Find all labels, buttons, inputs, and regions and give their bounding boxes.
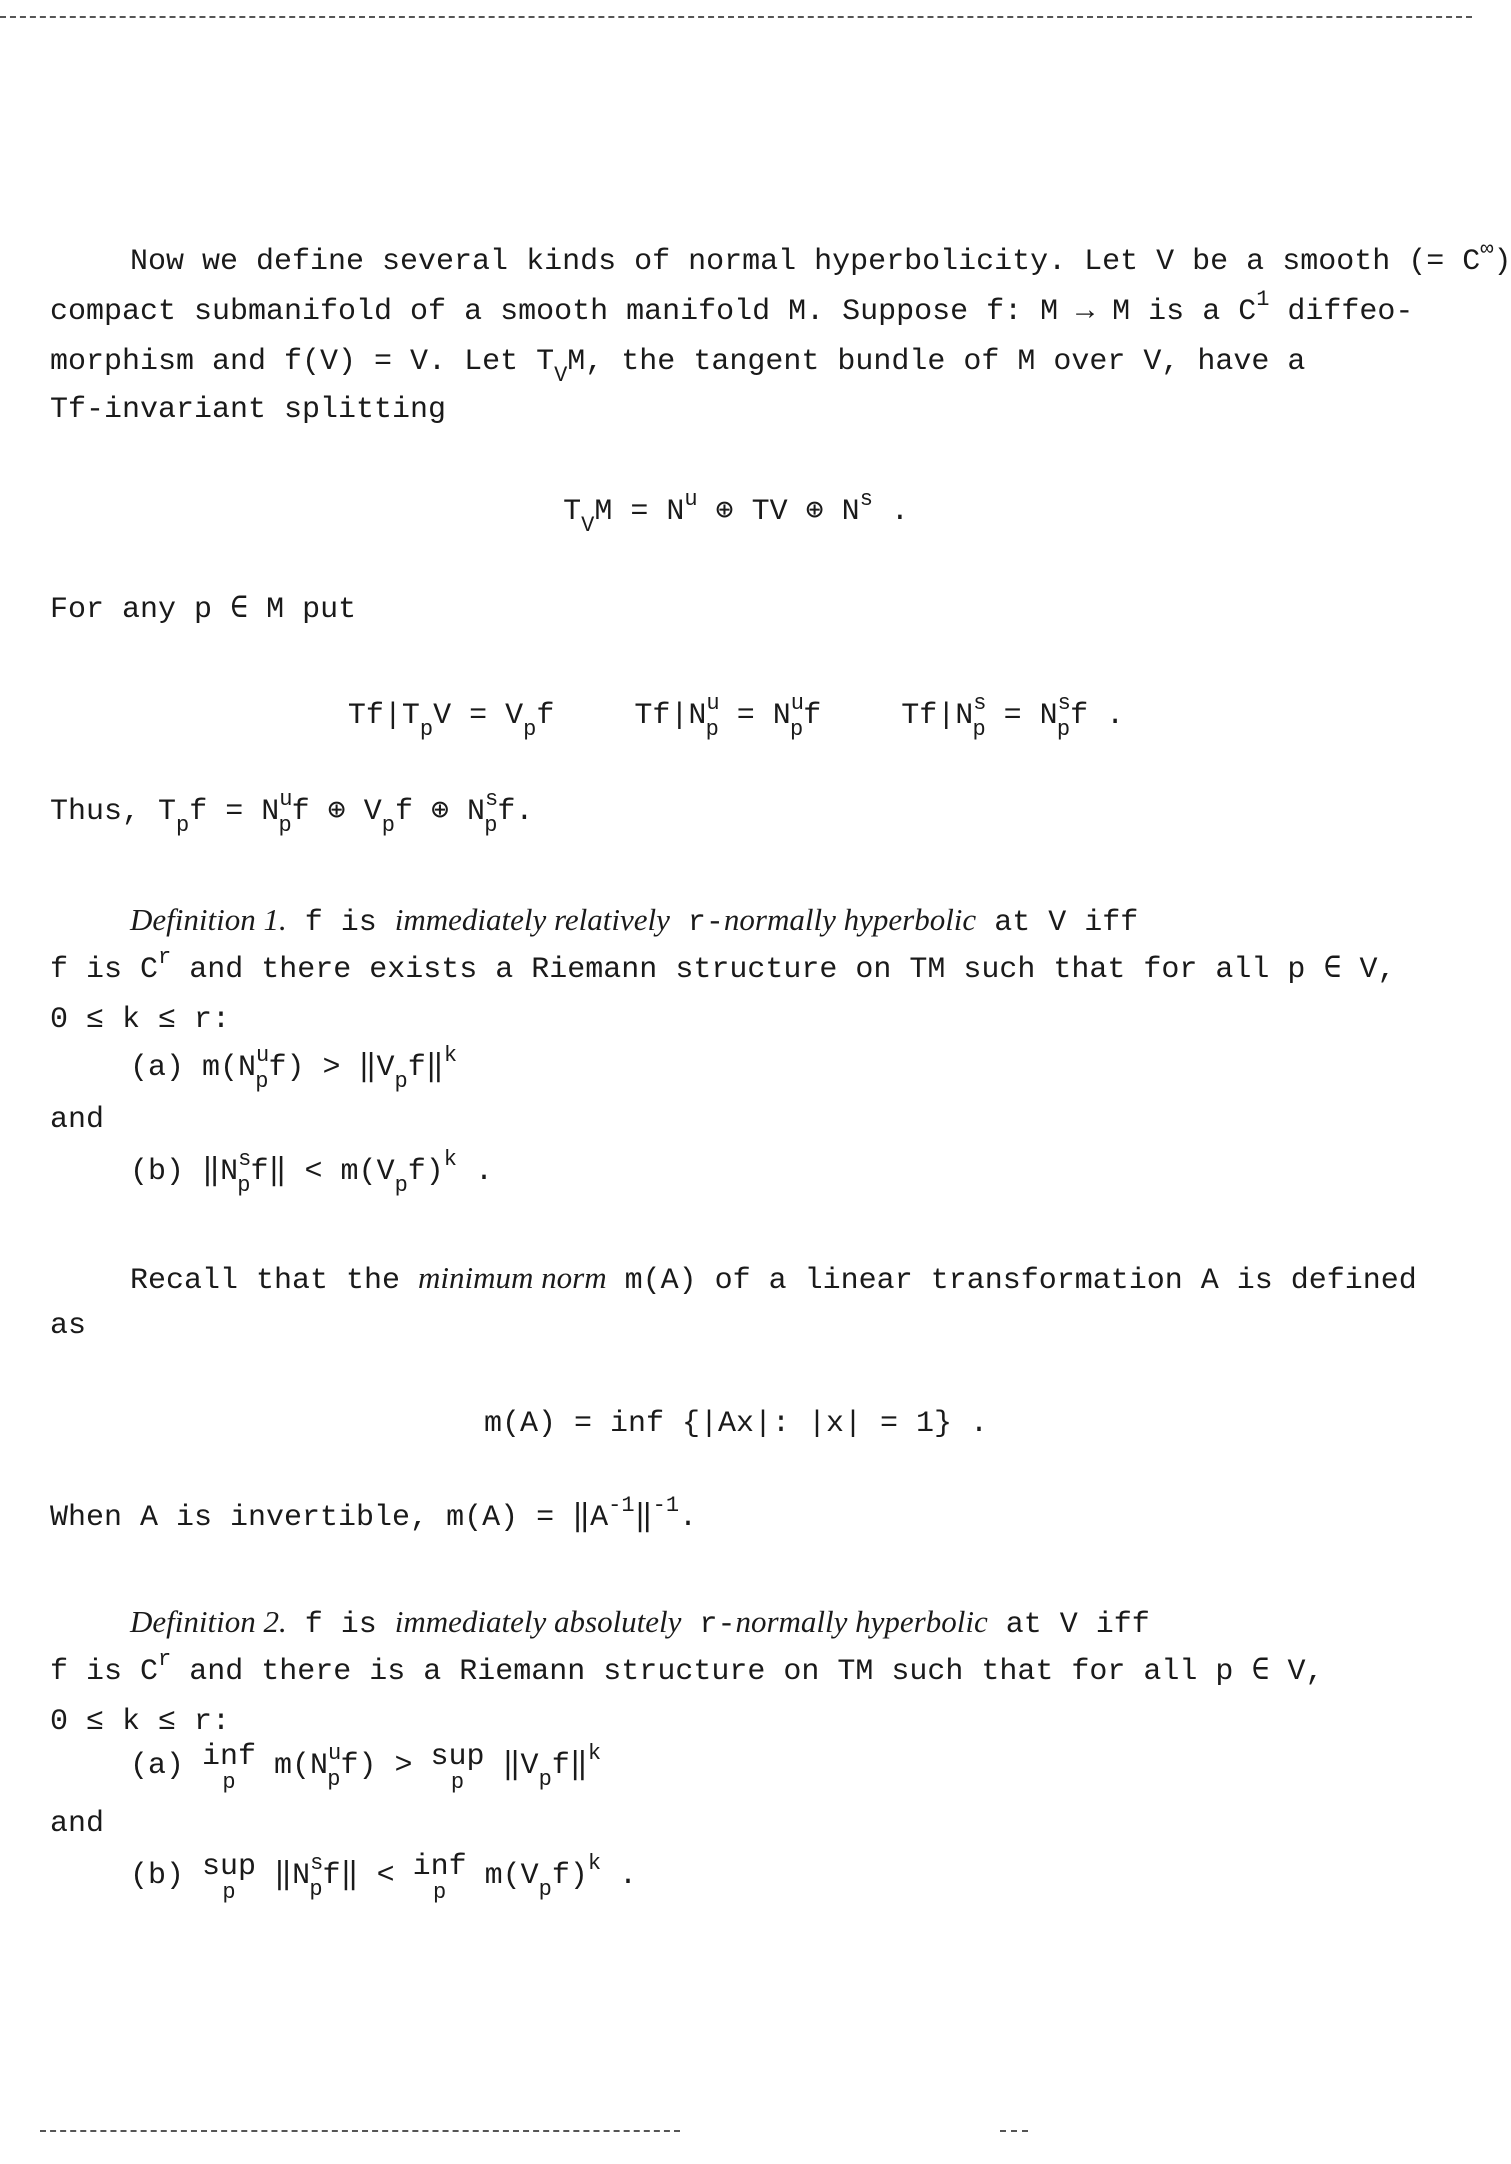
thus-line: Thus, $T_pf = N^u_pf$ ⊕ $V_pf$ ⊕ $N^s_pf$.: [50, 787, 534, 838]
para1-line3: morphism and f(V) = V. Let $T_VM$, the tangent bundle of M over V, have a: [50, 345, 1306, 388]
invertible-line: When A is invertible, $m(A) = ‖A^{-1}‖^{-1}$.: [50, 1493, 698, 1535]
sup-operator: sup p: [202, 1850, 257, 1905]
inf-operator: inf p: [202, 1740, 257, 1795]
def1-condition-b: (b) $‖N^s_pf‖ < m(V_pf)^k$ .: [130, 1147, 494, 1198]
recall-line2: as: [50, 1309, 87, 1343]
restriction-equations: $Tf|T_pV = V_pf$ $Tf|N^u_p = N^u_pf$ $Tf|N^s_p = N^s_pf$ .: [347, 691, 1125, 742]
sup-operator: sup p: [430, 1740, 485, 1795]
def1-line3: 0 ≤ k ≤ r:: [50, 1003, 231, 1037]
splitting-equation: $T_VM = N^u$ ⊕ TV ⊕ $N^s$ .: [563, 487, 909, 538]
def2-line3: 0 ≤ k ≤ r:: [50, 1705, 231, 1739]
recall-line1: Recall that the minimum norm m(A) of a linear transformation A is defined: [130, 1260, 1417, 1298]
bottom-scan-artifact-right: [1000, 2130, 1028, 2132]
for-any-line: For any p ∈ M put: [50, 593, 357, 627]
def2-condition-b: (b) sup p $‖N^s_pf‖$ < inf p $m(V_pf)^k$ .: [130, 1850, 638, 1905]
def1-and: and: [50, 1103, 105, 1137]
para1-line1: Now we define several kinds of normal hyperbolicity. Let V be a smooth (= C∞): [130, 237, 1511, 279]
bottom-scan-artifact: [40, 2130, 680, 2132]
def2-and: and: [50, 1807, 105, 1841]
inf-operator: inf p: [412, 1850, 467, 1905]
def1-line2: f is $C^r$ and there exists a Riemann structure on TM such that for all p ∈ V,: [50, 945, 1396, 987]
def1-line1: Definition 1. f is immediately relatively r-normally hyperbolic at V iff: [130, 902, 1139, 940]
para1-line2: compact submanifold of a smooth manifold M. Suppose f: M → M is a $C^1$ diffeo-: [50, 287, 1414, 329]
def2-condition-a: (a) inf p $m(N^u_pf)$ > sup p $‖V_pf‖^k$: [130, 1740, 602, 1795]
def2-line1: Definition 2. f is immediately absolutely r-normally hyperbolic at V iff: [130, 1604, 1150, 1642]
def1-condition-a: (a) $m(N^u_pf)$ > $‖V_pf‖^k$: [130, 1043, 458, 1094]
para1-line4: Tf-invariant splitting: [50, 393, 447, 427]
min-norm-equation: m(A) = inf {|Ax|: |x| = 1} .: [483, 1407, 989, 1441]
top-scan-artifact: [0, 16, 1472, 18]
def2-line2: f is $C^r$ and there is a Riemann structure on TM such that for all p ∈ V,: [50, 1647, 1324, 1689]
